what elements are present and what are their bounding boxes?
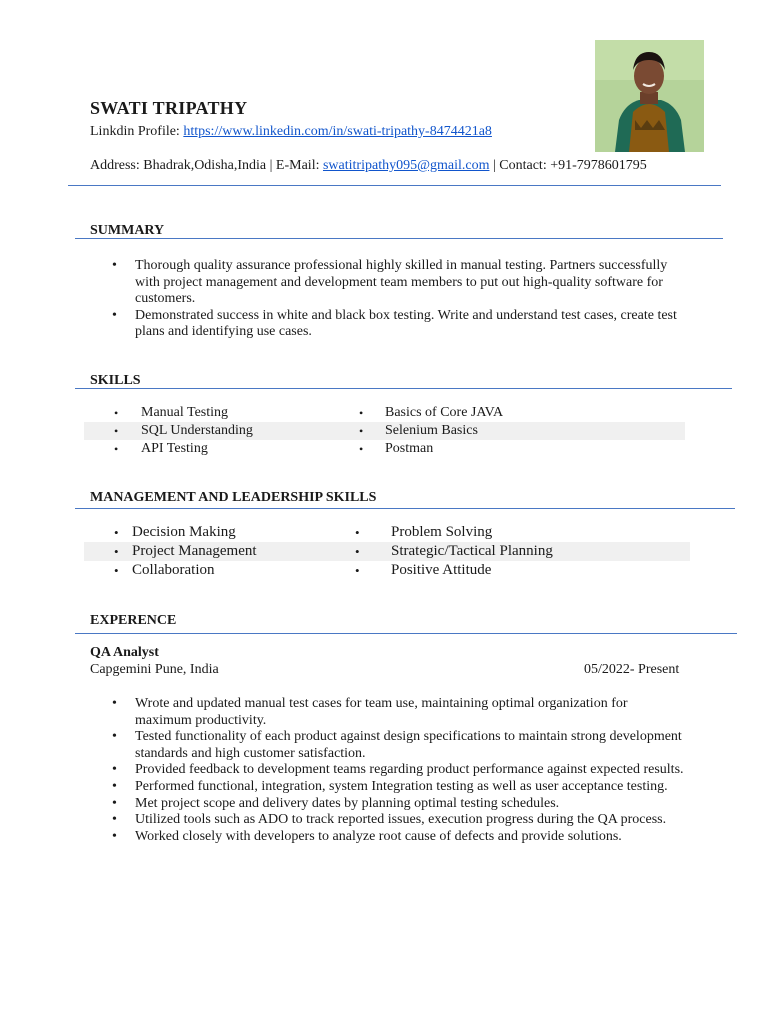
divider (75, 508, 735, 509)
bullet-dot: • (114, 442, 119, 456)
list-item (90, 729, 700, 762)
bullet-dot: • (355, 544, 360, 559)
contact-phone: | Contact: +91-7978601795 (489, 158, 647, 173)
experience-heading: EXPERENCE (90, 613, 177, 628)
experience-list (90, 696, 700, 845)
skill-row (84, 404, 685, 422)
list-item (90, 258, 690, 308)
list-item (90, 308, 690, 341)
contact-line (90, 158, 647, 174)
bullet-dot: • (355, 563, 360, 578)
skill-item: Manual Testing (141, 405, 229, 420)
skill-row (84, 542, 690, 561)
job-title: QA Analyst (90, 645, 159, 660)
skill-item: Positive Attitude (391, 562, 492, 578)
job-dates: 05/2022- Present (584, 662, 680, 677)
bullet-text-line: • Provided feedback to development teams regarding product performance against expected results. (135, 762, 684, 778)
linkedin-label: Linkdin Profile: (90, 124, 184, 139)
linkedin-line (90, 124, 492, 140)
bullet-dot: • (114, 406, 119, 420)
bullet-dot: • (114, 424, 119, 438)
bullet-text-line: • Worked closely with developers to analyze root cause of defects and provide solutions. (135, 828, 622, 844)
skill-item: API Testing (141, 441, 208, 456)
candidate-name: SWATI TRIPATHY (90, 98, 248, 118)
bullet-text-line: • Performed functional, integration, system Integration testing as well as user acceptance testing. (135, 778, 668, 794)
bullet-dot: • (114, 563, 119, 578)
bullet-dot: • (114, 525, 119, 540)
list-item (90, 796, 700, 813)
summary-list (90, 258, 690, 341)
skill-item: Selenium Basics (385, 423, 478, 438)
list-item (90, 829, 700, 846)
list-item (90, 779, 700, 796)
address-label: Address: Bhadrak,Odisha,India | E-Mail: (90, 158, 323, 173)
bullet-dot: • (355, 525, 360, 540)
list-item (90, 696, 700, 729)
bullet-text-line: • Utilized tools such as ADO to track reported issues, execution progress during the QA process. (135, 812, 667, 828)
bullet-text-line: standards and high customer satisfaction. (135, 745, 366, 761)
bullet-text-line: maximum productivity. (135, 712, 267, 728)
skill-row (84, 523, 690, 542)
skill-item: Problem Solving (391, 524, 493, 540)
divider (75, 633, 737, 634)
list-item (90, 762, 700, 779)
bullet-text-line: • Demonstrated success in white and black box testing. Write and understand test cases, create test (135, 307, 677, 323)
bullet-dot: • (114, 544, 119, 559)
bullet-text-line: • Thorough quality assurance professional highly skilled in manual testing. Partners successfully (135, 258, 668, 273)
profile-photo (595, 40, 704, 152)
email-link[interactable]: swatitripathy095@gmail.com (322, 158, 490, 173)
divider (68, 185, 721, 186)
bullet-text-line: with project management and development team members to put out high-quality software for (135, 274, 663, 290)
skill-item: Decision Making (132, 524, 236, 540)
skill-item: Strategic/Tactical Planning (391, 543, 553, 559)
skill-item: Basics of Core JAVA (385, 405, 504, 420)
bullet-text-line: • Met project scope and delivery dates by planning optimal testing schedules. (135, 795, 560, 811)
skill-row (84, 561, 690, 580)
management-heading: MANAGEMENT AND LEADERSHIP SKILLS (90, 490, 377, 505)
skill-item: Project Management (132, 543, 257, 559)
bullet-dot: • (359, 406, 364, 420)
divider (75, 388, 732, 389)
skill-item: Postman (385, 441, 434, 456)
bullet-text-line: • Wrote and updated manual test cases for team use, maintaining optimal organization for (135, 696, 628, 711)
bullet-text-line: plans and identifying use cases. (135, 324, 312, 340)
skill-item: SQL Understanding (141, 423, 253, 438)
skill-item: Collaboration (132, 562, 215, 578)
summary-heading: SUMMARY (90, 223, 165, 238)
bullet-text-line: • Tested functionality of each product against design specifications to maintain strong development (135, 729, 682, 745)
bullet-dot: • (359, 442, 364, 456)
skills-heading: SKILLS (90, 373, 141, 388)
divider (75, 238, 723, 239)
company-name: Capgemini Pune, India (90, 662, 219, 677)
bullet-text-line: customers. (135, 291, 196, 307)
bullet-dot: • (359, 424, 364, 438)
skill-row (84, 422, 685, 440)
skill-row (84, 440, 685, 458)
list-item (90, 812, 700, 829)
linkedin-link[interactable]: https://www.linkedin.com/in/swati-tripathy-8474421a8 (183, 124, 492, 139)
